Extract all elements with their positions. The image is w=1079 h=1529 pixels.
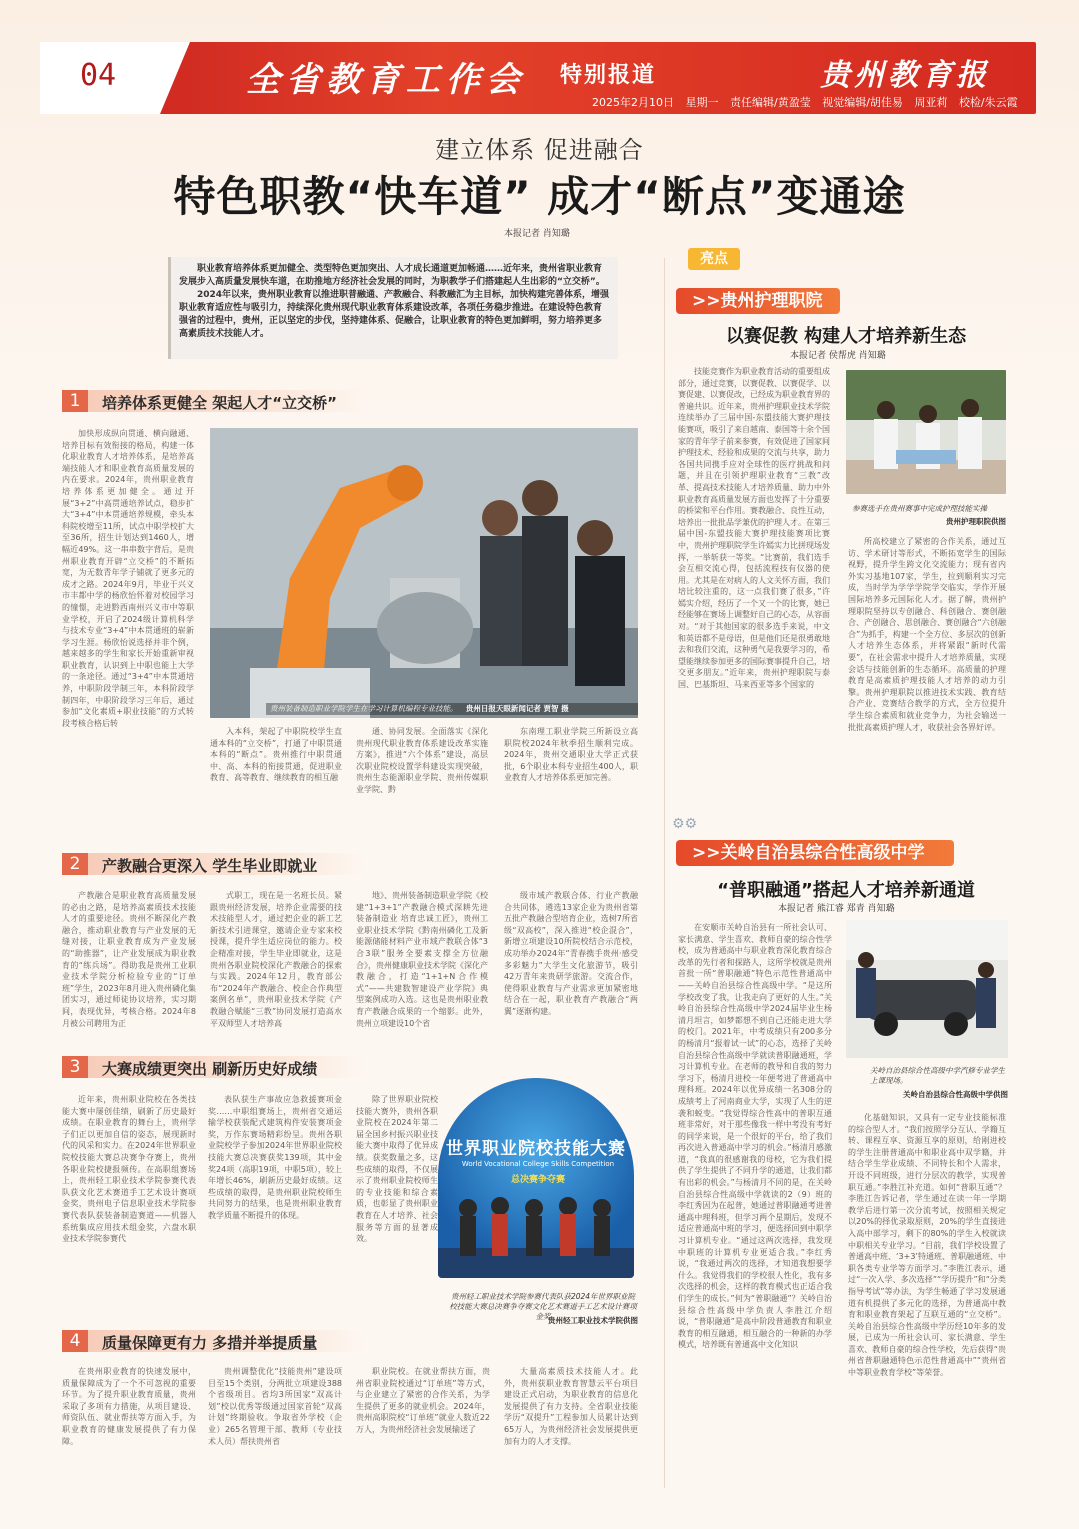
nursing-caption: 参赛选手在贵州赛事中完成护理技能实操 [852, 504, 987, 513]
s2-column-2: 式职工，现在是一名班长员。紧跟贵州经济发展，培养企业需要的技术技能型人才，通过把企业的新工艺新技术引进课堂，邀请企业专家来校授课，提升学生适应岗位的能力。校企精准对接，学生毕业即就业，这是贵州各职业院校深化产教融合的探索与实践。2024年12月，教育部公布“2024年产教融合、校企合作典型案例名单”，贵州职业技术学院《产教融合赋能“三教”协同发展打造高水平双师型人才培养高 [210, 891, 342, 1028]
section-2-header [62, 853, 364, 875]
section-title: 质量保障更有力 多措并举提质量 [102, 1334, 318, 1352]
intro-box [168, 257, 618, 359]
main-photo-caption: 贵州装备制造职业学院学生在学习计算机编程专业技能。 [270, 704, 458, 713]
column-divider [664, 258, 665, 1488]
s2-column-1: 产教融合是职业教育高质量发展的必由之路，是培养高素质技术技能人才的重要途径。贵州不断深化产教融合，推动职业教育与产业发展的无缝对接，让职业教育成为产业发展的“助推器”，让产业发展成为职业教育的“练兵场”。得助我是贵州工业职业技术学院分析检验专业的“订单班”学生，2023年8月进入贵州磷化集团实习，通过师徒协议培养，实习期间，表现优异，考核合格。2024年8月被公司聘用为正 [62, 891, 196, 1028]
s4-column-4: 大量高素质技术技能人才。此外，贵州获职业教育智慧云平台项目建设正式启动，为职业教育的信息化发展提供了有力支持。全省职业技能学历“双提升”工程参加人员累计达到65万人，为贵州经济社会发展提供更加有力的人才支撑。 [504, 1367, 638, 1446]
s2-column-3: 地》、贵州装备制造职业学院《校建“1+3+1”产教融合模式深耕先进装备制造业 培育忠诚工匠》，贵州工业职业技术学院《黔南州磷化工及新能源储能材料产业市域产教联合体“3合3联”服务全要素支撑全方位融合》，贵州健康职业技术学院《深化产教融合，打造“1+1+N合作模式”——共建数智建设产业学院》典型案例成功入选。这也是贵州职业教育产教融合成果的一个缩影。此外，贵州立项建设10个省 [356, 891, 488, 1028]
competition-credit: 贵州轻工职业技术学院供图 [548, 1316, 638, 1325]
s1-column-4: 东南理工职业学院三所新设立高职院校2024年秋季招生顺利完成。2024年，贵州交通职业大学正式获批，6个职业本科专业招生400人，职业教育人才培养体系更加完善。 [504, 727, 638, 783]
intro-paragraph-2: 2024年以来，贵州职业教育以推进职普融通、产教融合、科教融汇为主目标，加快构建完善体系，增强职业教育适应性与吸引力，持续深化贵州现代职业教育体系建设改革，各项任务稳步推进。在建设特色教育强省的过程中，贵州，正以坚定的步伐，坚持建体系、促融合，让职业教育的特色更加鲜明，努力培养更多高素质技术技能人才。 [179, 290, 610, 339]
guanling-subhead: “普职融通”搭起人才培养新通道 [717, 880, 975, 901]
editor: 责任编辑/黄盈莹 [730, 96, 811, 109]
section-title: 培养体系更健全 架起人才“立交桥” [102, 394, 337, 412]
paper-name: 贵州教育报 [820, 58, 990, 93]
section-title: 产教融合更深入 学生毕业即就业 [102, 857, 318, 875]
masthead [40, 42, 1036, 114]
s3-column-2: 表队获生产事故应急救援赛项金奖……中职组赛场上，贵州省交通运输学校获装配式建筑构件安装赛项金奖，万作东赛场精彩纷呈。贵州各职业院校学子参加2024年世界职业院校技能大赛总决赛获奖139项，其中金奖24项（高职19项，中职5项），较上年增长46%，刷新历史最好成绩。这些成绩的取得，是贵州职业院校师生共同努力的结果，也是贵州职业教育教学质量不断提升的体现。 [208, 1095, 342, 1220]
nursing-byline: 本报记者 侯帮虎 肖知璐 [790, 351, 886, 361]
nursing-column-1: 技能竞赛作为职业教育活动的重要组成部分，通过竞赛，以赛促教、以赛促学、以赛促建、以赛促改，已经成为职业教育界的普遍共识。近年来，贵州护理职业技术学院连续举办了三届中国-东盟技能大赛护理技能赛项，吸引了来自越南、泰国等十余个国家的青年学子前来参赛，有效促进了国家间护理技术、经验和成果的交流与共享，助力各国共同携手应对全球性的医疗挑战和问题，并且在引领护理职业教育“三教”改革、提高技术技能人才培养质量、助力中外职业教育高质量发展方面也发挥了十分重要的桥梁和平台作用。赛教融合、良性互动，培养出一批批品学兼优的护理人才。在第三届中国-东盟技能大赛护理技能赛项比赛中，贵州护理职院学生许嫣实力比拼现场发挥，一举斩获一等奖。“比赛前，我们选手会互相交流心得，包括流程技有仪器的使用。尤其是在对病人的人文关怀方面，我们培比较注重的，这一点我们赛了很多，”许嫣实介绍，经历了一个又一个的比赛，她已经能够在赛场上调整好自己的心态，从容面对。“对于其他国家的很多选手来说，中文和英语都不是母语，但是他们还是很勇敢地去和我们交流，这种勇气是我要学习的，希望能继续参加更多的国际赛事提升自己，培交更多朋友。”近年来，贵州护理职院与泰国、巴基斯坦、马来西亚等多个国家的 [678, 367, 830, 690]
headline-kicker: 建立体系 促进融合 [435, 136, 644, 164]
s1-column-1: 加快形成纵向贯通、横向融通、培养目标有效衔接的格局，构建一体化职业教育人才培养体系，是培养高端技能人才和职业教育高质量发展的内在要求。2024年，贵州职业教育培养体系更加健全。通过开展“3+2”中高贯通培养试点，稳步扩大“3+4”中本贯通培养规模，牵头本科院校增至11所，试点中职学校扩大至36所，招生计划达到1460人，增幅近49%。这一串串数字背后，是贵州职业教育开辟“立交桥”的不断拓宽，为无数青年学子铺就了更多元的成才之路。2024年9月，毕业于兴义市丰都中学的杨欣怡怀着对校园学习的憧憬，走进黔西南州兴义市中等职业学校，开启了2024级计算机科学与技术专业“3+4”中本贯通班的崭新学习生涯。杨欣怡说选择并非个例，越来越多的学生和家长开始重新审视职业教育，认识到上中职也能上大学的一条途径。通过“3+4”中本贯通培养，中职阶段学制三年，本科阶段学制四年，中职阶段学习三年后，通过参加“文化素质+职业技能”的方式转段考核合格后转 [62, 429, 194, 728]
headline-byline: 本报记者 肖知璐 [504, 229, 570, 239]
winners-group [438, 1188, 634, 1278]
checker: 校检/朱云霞 [958, 96, 1018, 109]
s1-column-3: 通、协同发展。全面落实《深化贵州现代职业教育体系建设改革实施方案》，推进“六个体系”建设，高层次职业院校设置学科建设实现突破，贵州生态能源职业学院、贵州传媒职业学院、黔 [356, 727, 488, 794]
headline-title: 特色职教“快车道” 成才“断点”变通途 [173, 172, 906, 221]
competition-banner: 世界职业院校技能大赛 [446, 1139, 626, 1159]
page-number: 04 [80, 58, 117, 93]
nursing-scene [846, 370, 1006, 494]
section-number: 4 [62, 1330, 88, 1352]
competition-sub: 总决赛争夺赛 [510, 1175, 565, 1185]
nursing-column-2: 所高校建立了紧密的合作关系，通过互访、学术研讨等形式，不断拓宽学生的国际视野，提升学生跨文化交流能力；现有省内外实习基地107家，学生，拉到顺利实习完成，当时学为学学学院学交临实，学作开展国际培养多元国际化人才。据了解，贵州护理职院坚持以专创融合、科创融合、赛创融合、产创融合、思创融合、赛创融合“六创融合”为抓手，构建一个全方位、多层次的创新人才培养生态体系，并将紧跟“新时代需要”，在社会需求中提升人才培养质量，实现会话与技能创新的生态循环。高质量的护理教育是高素质护理技能人才培养的动力引擎。贵州护理职院以推进技术实践、教育结合产业、竞赛结合教学的方式，全方位提升学生综合素质和就业竞争力，为社会输送一批批高素质护理人才，收获社会各界好评。 [848, 537, 1006, 732]
guanling-column-2: 化基础知识，又具有一定专业技能标准的综合型人才。“我们按照学分互认、学籍互转、课程互享、资源互享的原则，给刚进校的学生注册普通高中和职业高中双学籍，并结合学生学业成绩、不同特长和个人需求，开设不同班级，进行分层次的教学，实现普职互通。”李胜江补充道。如何“普职互通”？李胜江告诉记者，学生通过在读一年一学期教学后进行第一次分流考试，按照相关规定以20%的择优录取原则，20%的学生直接进入高中部学习，剩下的80%的学生入校就读中职相关专业学习。“目前，我们学校设置了普通高中班、‘3+3’特通班、普职融通班、中职各类专业学等方面学习。”李胜江表示，通过“一次入学、多次选择”“学历提升”和“分类指导考试”等办法，为学生畅通了学习发展通道有机提供了多元化的选择，为普通高中教育和职业教育架起了互联互通的“立交桥”。关岭自治县综合性高级中学历经10年多的发展，已成为一所社会认可、家长满意、学生喜欢、教师自豪的综合性学校，先后获得“贵州省普职融通特色示范性普通高中”“贵州省中等职业教育学校”等荣誉。 [848, 1113, 1006, 1378]
s2-column-4: 级市域产教联合体、行业产教融合共同体，遴选13家企业为贵州省第五批产教融合型培育企业，选树7所省级“双高校”，深入推进“校企混合”，新增立项建设10所院校结合示范校，成功举办2024年“青春携手贵州·感受多彩魅力”大学生文化旅游节，吸引42万青年来贵研学旅游。交流合作，使得职业教育与产业需求更加紧密地结合在一起，职业教育产教融合“两翼”逐渐构建。 [504, 891, 638, 1016]
section-3-header [62, 1056, 364, 1078]
proofreaders: 周亚莉 [914, 96, 948, 109]
s4-column-1: 在贵州职业教育的快速发展中，质量保障成为了一个不可忽视的重要环节。为了提升职业教育质量，贵州采取了多项有力措施，从项目建设、师资队伍、就业帮扶等方面入手，为职业教育的健康发展提供了有力保障。 [62, 1367, 196, 1446]
gear-icon: ⚙⚙ [672, 816, 698, 832]
issue-date: 2025年2月10日 [592, 96, 674, 109]
nursing-photo [846, 370, 1006, 494]
robot-arm-scene [210, 428, 638, 718]
auto-class-caption: 关岭自治县综合性高级中学汽修专业学生上课现场。 [870, 1066, 1005, 1085]
visual-editor: 视觉编辑/胡佳易 [822, 96, 903, 109]
highlight-badge: 亮点 [688, 248, 740, 270]
auto-class-credit: 关岭自治县综合性高级中学供图 [903, 1090, 1008, 1099]
auto-class-photo [846, 920, 1008, 1058]
section-number: 1 [62, 390, 88, 412]
auto-class-scene [846, 920, 1008, 1058]
s1-column-2: 入本科，架起了中职院校学生直通本科的“立交桥”，打通了中职贯通本科的“断点”。贵州推行中职贯通中、高、本科的衔接贯通，促进职业教育、高等教育、继续教育的相互融 [210, 727, 342, 783]
nursing-college-tag: >>贵州护理职院 [676, 288, 840, 314]
intro-paragraph-1: 职业教育培养体系更加健全、类型特色更加突出、人才成长通道更加畅通……近年来，贵州省职业教育发展步入高质量发展快车道，在助推地方经济社会发展的同时，为职教学子们搭建起人生出彩的“立交桥”。 [179, 264, 605, 287]
nursing-subhead: 以赛促教 构建人才培养新生态 [725, 326, 967, 347]
s4-column-2: 贵州调整优化“技能贵州”建设项目至15个类别，分两批立项建设388个省级项目。省均3所国家“双高计划”校以优秀等级通过国家首轮“双高计划”终期验收。争取省外学校（企业）265名管理干部、教师（专业技术人员）帮扶贵州省 [208, 1367, 342, 1446]
masthead-meta [592, 94, 1026, 110]
special-report-tag: 特别报道 [560, 63, 657, 88]
main-photo [210, 428, 638, 718]
main-photo-caption-bar [266, 703, 638, 715]
s3-column-1: 近年来，贵州职业院校在各类技能大赛中屡创佳绩，刷新了历史最好成绩。在职业教育的舞台上，贵州学子们正以更加自信的姿态，展现新时代的风采和实力。在2024年世界职业院校技能大赛总决赛争夺赛上，贵州各职业院校捷报频传。在高职组赛场上，贵州轻工职业技术学院参赛代表队获文化艺术赛道手工艺术设计赛项金奖，贵州电子信息职业技术学院参赛代表队获装备制造赛道——机器人系统集成应用技术组金奖，六盘水职业技术学院参赛代 [62, 1095, 196, 1244]
issue-weekday: 星期一 [685, 96, 719, 109]
section-title: 全省教育工作会 [246, 60, 526, 100]
section-number: 3 [62, 1056, 88, 1078]
section-1-header [62, 390, 364, 412]
guanling-byline: 本报记者 熊江睿 郑青 肖知璐 [778, 904, 895, 914]
guanling-column-1: 在安顺市关岭自治县有一所社会认可、家长满意、学生喜欢、教师自豪的综合性学校，成为普通高中与职业教育深化教育综合改革的先行者和探路人，这所学校就是贵州首批一所“普职融通”特色示范性普通高中——关岭自治县综合性高级中学。“是这所学校改变了我，让我走向了更好的人生。”关岭自治县综合性高级中学2024届毕业生杨清月坦言，如梦都想不到自己还能走进大学的校门。2021年，中考成绩只有200多分的杨清月“报着试一试”的心态，选择了关岭自治县综合性高级中学就读普职融通班，学习计算机专业。在老师的教导和自我的努力学习下，杨清月进校一年便考进了普通高中理科班。2024年以优异成绩一名308分的成绩考上了河南商业大学，实现了人生的逆袭和蜕变。“我觉得综合性高中的普职互通班非常好，对于那些像我一样中考没有考好的同学来说，是一个很好的平台，给了我们再次进入普通高中学习的机会。”杨清月感激道，“我真的很感谢我的母校，它为我们提供了学生提供了不同升学的通道，让我们都有出彩的机会。”与杨清月不同的是，在关岭自治县综合性高级中学就读的2（9）班的李红秀因为在起普，她通过普职融通考进普通高中理科班，但学习两个星期后，发现不适应普通高中班的学习，便选择回到中职学习计算机专业。“通过这两次选择，我发现中职班的计算机专业更适合我。”李红秀说，“我通过两次的选择，才知道我想要学什么。我觉得我们的学校很人性化，我有多次选择的机会，这样的教育模式也正适合我们学生的成长。”何为“普职融通”？关岭自治县综合性高级中学负责人李胜江介绍说，“普职融通”是高中阶段普通教育和职业教育的相互融通，相互融合的一种新的办学模式，培养既有普通高中文化知识 [678, 923, 832, 1350]
main-photo-credit: 贵州日报天眼新闻记者 贾智 摄 [465, 704, 569, 713]
competition-photo [438, 1078, 634, 1278]
competition-banner-en: World Vocational College Skills Competition [461, 1160, 615, 1168]
section-number: 2 [62, 853, 88, 875]
competition-caption: 贵州轻工职业技术学院参赛代表队获2024年世界职业院校技能大赛总决赛争夺赛文化艺术赛道手工艺术设计赛项金奖 [449, 1292, 637, 1321]
section-4-header [62, 1330, 364, 1352]
guanling-school-tag: >>关岭自治县综合性高级中学 [676, 840, 954, 866]
s4-column-3: 职业院校。在就业帮扶方面，贵州省职业院校通过“订单班”等方式，与企业建立了紧密的合作关系，为学生提供了更多的就业机会。2024年，贵州高职院校“订单班”就业人数近22万人，为贵州经济社会发展输送了 [356, 1367, 490, 1434]
section-title: 大赛成绩更突出 刷新历史好成绩 [102, 1060, 318, 1078]
s3-column-3: 除了世界职业院校技能大赛外，贵州各职业院校在2024年第二届全国乡村振兴职业技能大赛中取得了优异成绩。获奖数量之多，这些成绩的取得，不仅展示了贵州职业院校师生的专业技能和综合素质，也彰显了贵州职业教育在人才培养、社会服务等方面的显著成效。 [356, 1095, 438, 1244]
nursing-credit: 贵州护理职院供图 [946, 517, 1006, 526]
